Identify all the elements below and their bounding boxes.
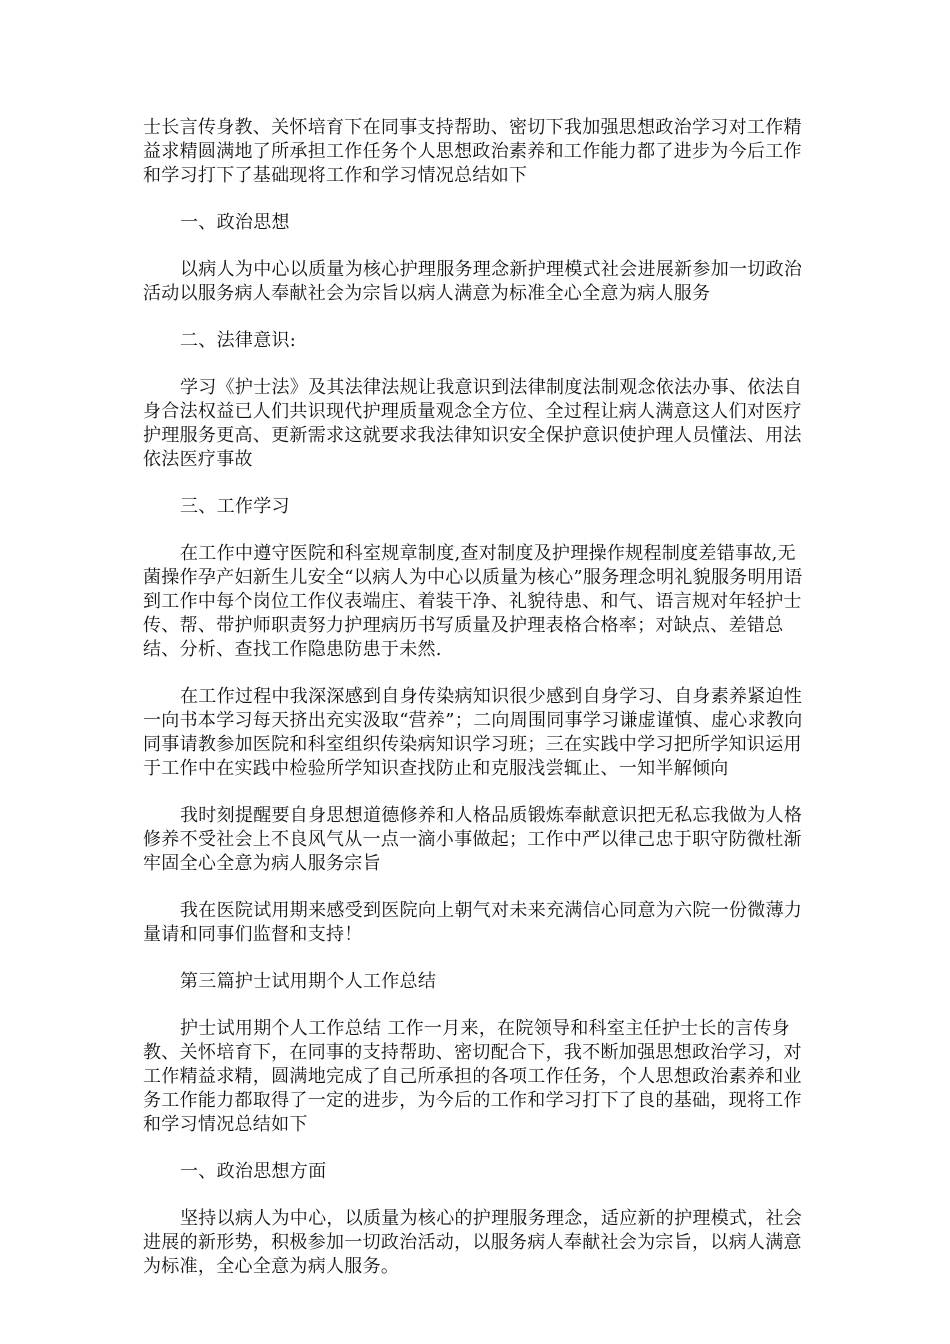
paragraph-political-thought: 以病人为中心以质量为核心护理服务理念新护理模式社会进展新参加一切政治活动以服务病人奉献社会为宗旨以病人满意为标准全心全意为病人服务	[143, 259, 803, 304]
paragraph-legal-awareness: 学习《护士法》及其法律法规让我意识到法律制度法制观念依法办事、依法自身合法权益已人们共识现代护理质量观念全方位、全过程让病人满意这人们对医疗护理服务更高、更新需求这就要求我法律知识安全保护意识使护理人员懂法、用法依法医疗事故	[143, 377, 803, 470]
paragraph-infection-study: 在工作过程中我深深感到自身传染病知识很少感到自身学习、自身素养紧迫性一向书本学习每天挤出充实汲取“营养”；二向周围同事学习谦虚谨慎、虚心求教向同事请教参加医院和科室组织传染病知识学习班；三在实践中学习把所学知识运用于工作中在实践中检验所学知识查找防止和克服浅尝辄止、一知半解倾向	[143, 686, 803, 779]
paragraph-probation-closing: 我在医院试用期来感受到医院向上朝气对未来充满信心同意为六院一份微薄力量请和同事们监督和支持！	[143, 900, 803, 945]
paragraph-third-article-intro: 护士试用期个人工作总结 工作一月来，在院领导和科室主任护士长的言传身教、关怀培育下，在同事的支持帮助、密切配合下，我不断加强思想政治学习，对工作精益求精，圆满地完成了自己所承担的各项工作任务，个人思想政治素养和业务工作能力都取得了一定的进步，为今后的工作和学习打下了良的基础，现将工作和学习情况总结如下	[143, 1018, 802, 1135]
heading-legal-awareness: 二、法律意识:	[180, 330, 297, 351]
paragraph-intro-continued: 士长言传身教、关怀培育下在同事支持帮助、密切下我加强思想政治学习对工作精益求精圆满地了所承担工作任务个人思想政治素养和工作能力都了进步为今后工作和学习打下了基础现将工作和学习情况总结如下	[143, 117, 802, 186]
heading-work-study: 三、工作学习	[180, 496, 290, 517]
document-body	[143, 116, 808, 1302]
heading-third-article: 第三篇护士试用期个人工作总结	[180, 971, 437, 992]
paragraph-work-rules: 在工作中遵守医院和科室规章制度,查对制度及护理操作规程制度差错事故,无菌操作孕产妇新生儿安全“以病人为中心以质量为核心”服务理念明礼貌服务明用语到工作中每个岗位工作仪表端庄、着装干净、礼貌待患、和气、语言规对年轻护士传、帮、带护师职责努力护理病历书写质量及护理表格合格率；对缺点、差错总结、分析、查找工作隐患防患于未然.	[143, 543, 803, 660]
paragraph-political-thought-aspect: 坚持以病人为中心，以质量为核心的护理服务理念，适应新的护理模式，社会进展的新形势，积极参加一切政治活动，以服务病人奉献社会为宗旨，以病人满意为标准，全心全意为病人服务。	[143, 1208, 803, 1277]
heading-political-thought-aspect: 一、政治思想方面	[180, 1161, 327, 1182]
heading-political-thought: 一、政治思想	[180, 212, 290, 233]
paragraph-moral-cultivation: 我时刻提醒要自身思想道德修养和人格品质锻炼奉献意识把无私忘我做为人格修养不受社会上不良风气从一点一滴小事做起；工作中严以律己忠于职守防微杜渐牢固全心全意为病人服务宗旨	[143, 805, 803, 874]
